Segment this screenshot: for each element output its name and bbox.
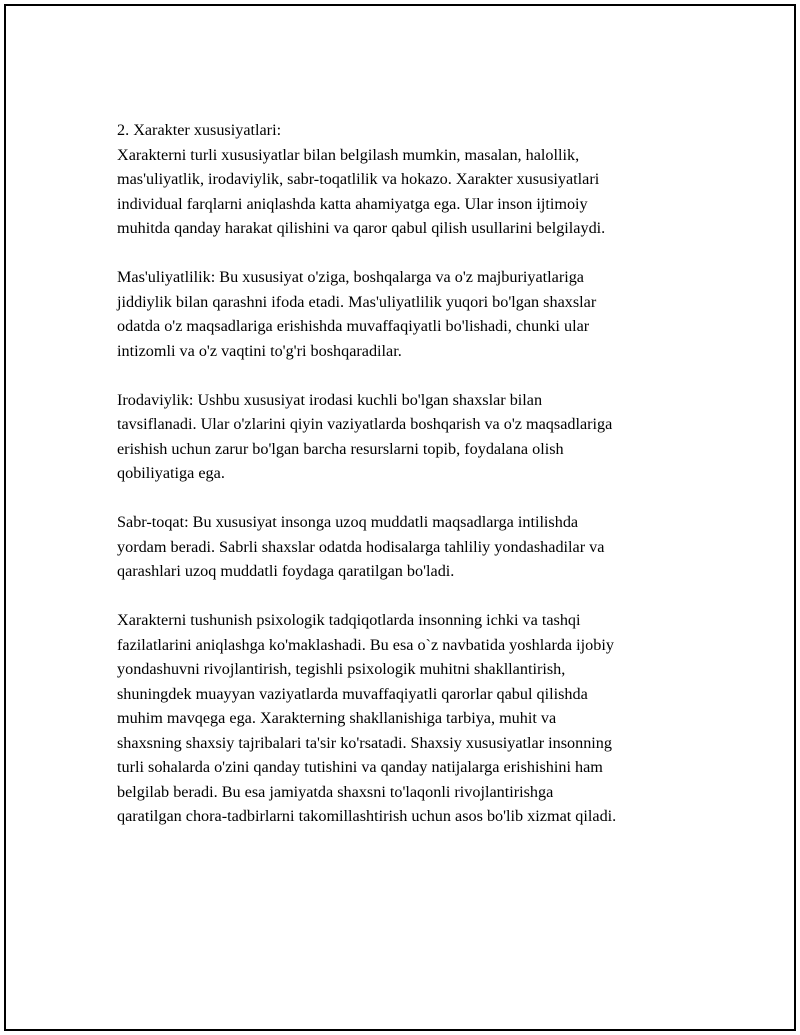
- paragraph-sabr-toqat: [117, 510, 697, 584]
- text-line: tavsiflanadi. Ular o'zlarini qiyin vaziyatlarda boshqarish va o'z maqsadlariga: [117, 415, 613, 433]
- paragraph-irodaviylik: [117, 388, 697, 486]
- paragraph-masuliyatlilik: [117, 265, 697, 363]
- text-line: belgilab beradi. Bu esa jamiyatda shaxsni to'laqonli rivojlantirishga: [117, 782, 554, 801]
- text-line: erishish uchun zarur bo'lgan barcha resurslarni topib, foydalana olish: [117, 439, 564, 458]
- text-line: yondashuvni rivojlantirish, tegishli psixologik muhitni shakllantirish,: [117, 660, 566, 678]
- text-line: mas'uliyatlik, irodaviylik, sabr-toqatlilik va hokazo. Xarakter xususiyatlari: [117, 170, 600, 188]
- text-line: shuningdek muayyan vaziyatlarda muvaffaqiyatli qarorlar qabul qilishda: [117, 684, 588, 703]
- document-body: [117, 118, 697, 853]
- text-line: qarashlari uzoq muddatli foydaga qaratilgan bo'ladi.: [117, 562, 455, 580]
- text-line: jiddiylik bilan qarashni ifoda etadi. Mas'uliyatlilik yuqori bo'lgan shaxslar: [117, 292, 597, 311]
- text-line: Mas'uliyatlilik: Bu xususiyat o'ziga, boshqalarga va o'z majburiyatlariga: [117, 268, 584, 286]
- text-line: turli sohalarda o'zini qanday tutishini va qanday natijalarga erishishini ham: [117, 758, 603, 776]
- text-line: Xarakterni tushunish psixologik tadqiqotlarda insonning ichki va tashqi: [117, 611, 581, 629]
- paragraph-conclusion: [117, 608, 697, 829]
- text-line: intizomli va o'z vaqtini to'g'ri boshqaradilar.: [117, 341, 402, 360]
- paragraph-intro: [117, 118, 697, 241]
- text-line: shaxsning shaxsiy tajribalari ta'sir ko'rsatadi. Shaxsiy xususiyatlar insonning: [117, 733, 612, 752]
- text-line: yordam beradi. Sabrli shaxslar odatda hodisalarga tahliliy yondashadilar va: [117, 537, 605, 556]
- text-line: individual farqlarni aniqlashda katta ahamiyatga ega. Ular inson ijtimoiy: [117, 194, 588, 213]
- text-line: Sabr-toqat: Bu xususiyat insonga uzoq muddatli maqsadlarga intilishda: [117, 513, 579, 531]
- text-line: qaratilgan chora-tadbirlarni takomillashtirish uchun asos bo'lib xizmat qiladi.: [117, 807, 617, 825]
- text-line: qobiliyatiga ega.: [117, 464, 225, 482]
- text-line: Xarakterni turli xususiyatlar bilan belgilash mumkin, masalan, halollik,: [117, 145, 580, 164]
- text-line: fazilatlarini aniqlashga ko'maklashadi. Bu esa o`z navbatida yoshlarda ijobiy: [117, 635, 614, 654]
- section-heading: 2. Xarakter xususiyatlari:: [117, 121, 282, 139]
- text-line: muhitda qanday harakat qilishini va qaror qabul qilish usullarini belgilaydi.: [117, 219, 606, 237]
- text-line: Irodaviylik: Ushbu xususiyat irodasi kuchli bo'lgan shaxslar bilan: [117, 390, 543, 409]
- text-line: odatda o'z maqsadlariga erishishda muvaffaqiyatli bo'lishadi, chunki ular: [117, 317, 590, 335]
- text-line: muhim mavqega ega. Xarakterning shakllanishiga tarbiya, muhit va: [117, 709, 557, 727]
